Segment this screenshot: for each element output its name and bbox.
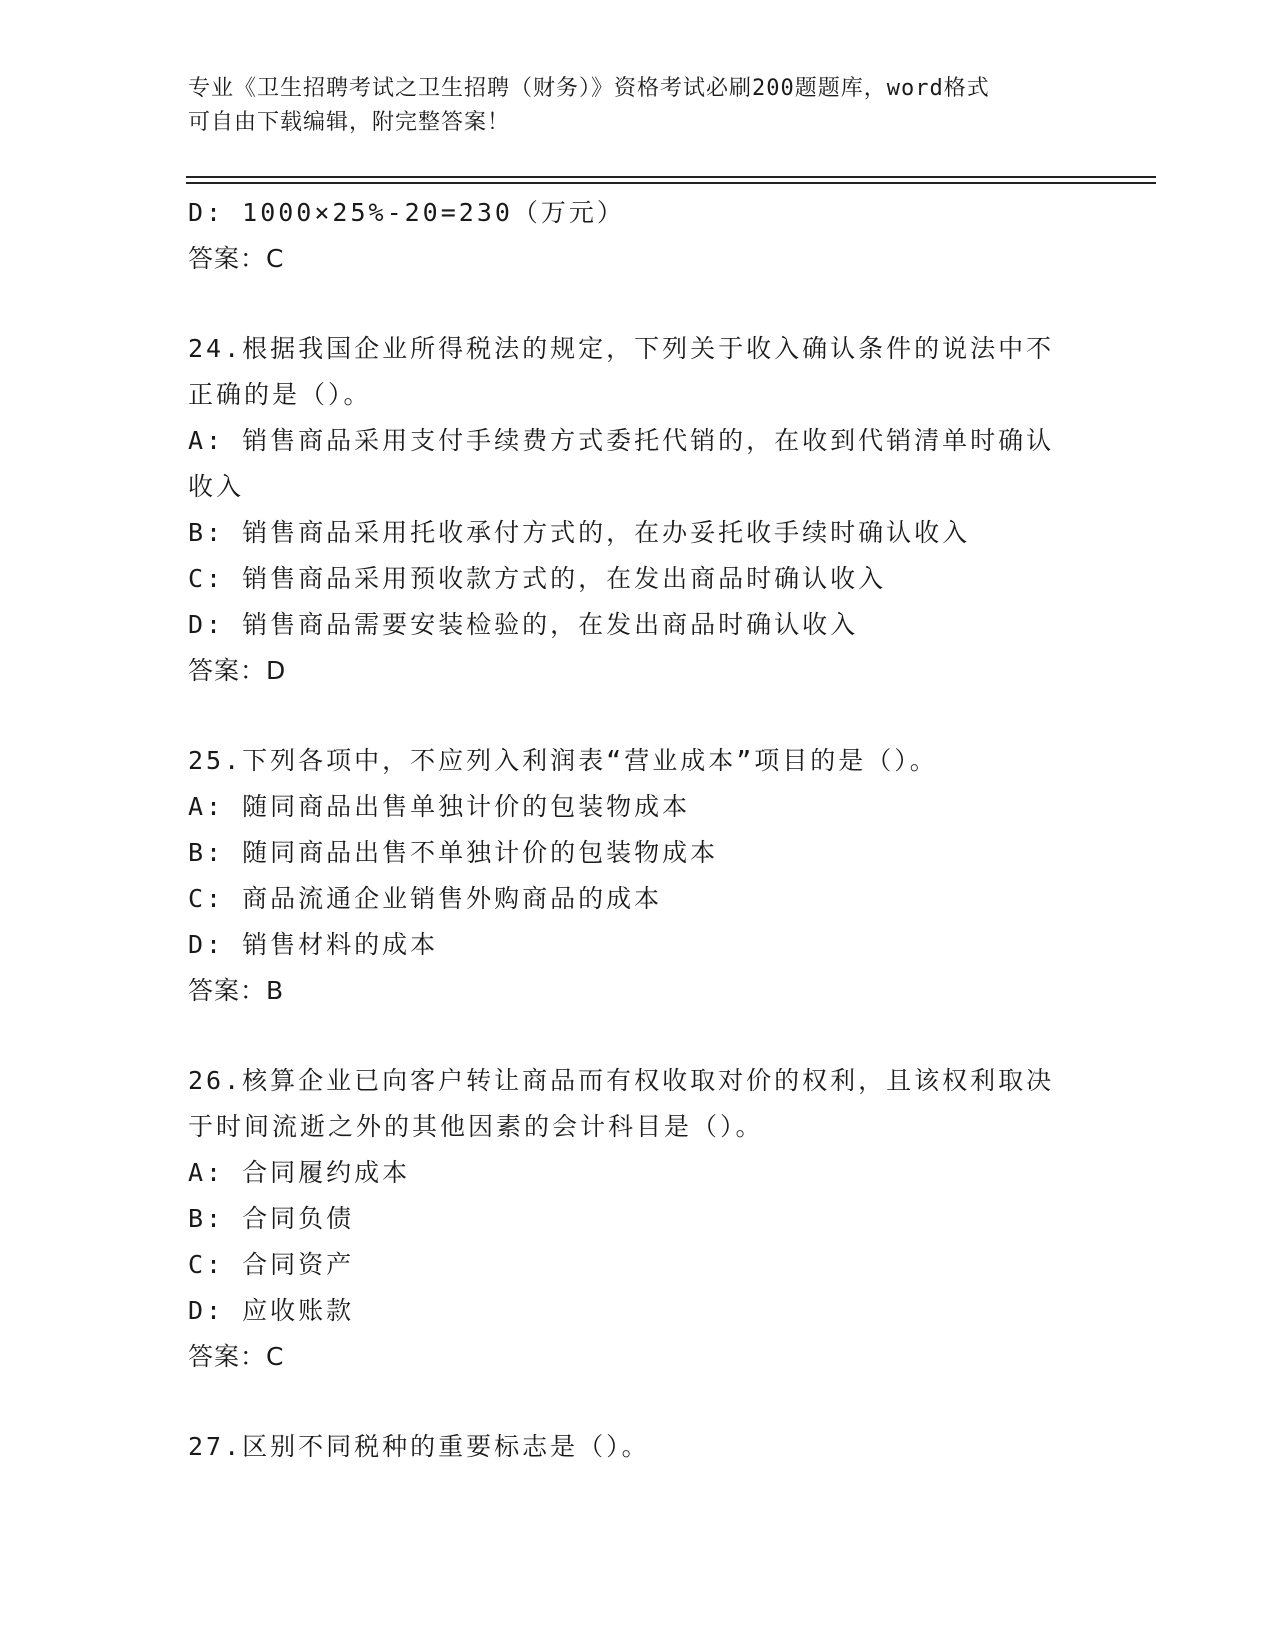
spacer	[188, 1014, 1088, 1058]
spacer	[188, 1380, 1088, 1424]
question-stem: 25.下列各项中，不应列入利润表“营业成本”项目的是（）。	[188, 746, 938, 775]
header-divider-top	[186, 176, 1156, 178]
question-stem: 24.根据我国企业所得税法的规定，下列关于收入确认条件的说法中不	[188, 334, 1055, 363]
document-body	[188, 190, 1088, 1470]
option-a-cont: 收入	[188, 472, 245, 501]
spacer	[188, 694, 1088, 738]
option-d: D: 1000×25%-20=230（万元）	[188, 198, 625, 227]
option-a: A: 合同履约成本	[188, 1158, 411, 1187]
option-c: C: 合同资产	[188, 1250, 355, 1279]
answer: 答案：C	[188, 1342, 285, 1371]
question-stem-cont: 于时间流逝之外的其他因素的会计科目是（）。	[188, 1112, 764, 1141]
option-b: B: 随同商品出售不单独计价的包装物成本	[188, 838, 719, 867]
document-header	[188, 72, 1068, 140]
question-26	[188, 1058, 1088, 1380]
question-24	[188, 326, 1088, 694]
answer: 答案：C	[188, 244, 285, 273]
question-stem: 27.区别不同税种的重要标志是（）。	[188, 1432, 650, 1461]
option-d: D: 销售商品需要安装检验的，在发出商品时确认收入	[188, 610, 859, 639]
option-d: D: 应收账款	[188, 1296, 355, 1325]
option-a: A: 销售商品采用支付手续费方式委托代销的，在收到代销清单时确认	[188, 426, 1055, 455]
answer: 答案：B	[188, 976, 285, 1005]
question-stem-cont: 正确的是（）。	[188, 380, 372, 409]
question-stem: 26.核算企业已向客户转让商品而有权收取对价的权利，且该权利取决	[188, 1066, 1055, 1095]
option-a: A: 随同商品出售单独计价的包装物成本	[188, 792, 691, 821]
question-27	[188, 1424, 1088, 1470]
option-c: C: 商品流通企业销售外购商品的成本	[188, 884, 663, 913]
question-25	[188, 738, 1088, 1014]
header-divider-bottom	[186, 182, 1156, 184]
option-c: C: 销售商品采用预收款方式的，在发出商品时确认收入	[188, 564, 887, 593]
answer: 答案：D	[188, 656, 287, 685]
header-line-2: 可自由下载编辑，附完整答案！	[188, 110, 511, 135]
question-23-tail	[188, 190, 1088, 282]
spacer	[188, 282, 1088, 326]
header-line-1: 专业《卫生招聘考试之卫生招聘（财务）》资格考试必刷200题题库，word格式	[188, 76, 990, 101]
option-b: B: 销售商品采用托收承付方式的，在办妥托收手续时确认收入	[188, 518, 971, 547]
option-d: D: 销售材料的成本	[188, 930, 439, 959]
option-b: B: 合同负债	[188, 1204, 355, 1233]
